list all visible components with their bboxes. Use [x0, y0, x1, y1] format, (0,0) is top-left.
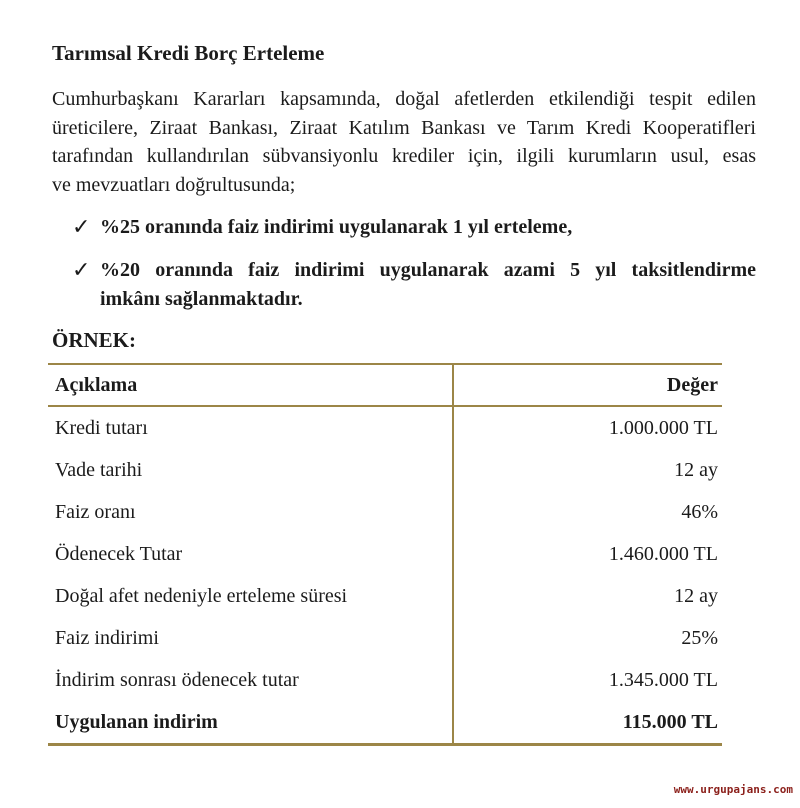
intro-line: tarafından kullandırılan sübvansiyonlu krediler için, ilgili kurumların usul, esas — [52, 145, 756, 168]
table-row — [48, 659, 722, 701]
column-header-aciklama: Açıklama — [48, 364, 453, 406]
table-row — [48, 533, 722, 575]
table-row — [48, 406, 722, 449]
row-value: 12 ay — [453, 449, 722, 491]
bullet-item — [52, 256, 756, 313]
intro-line: üreticilere, Ziraat Bankası, Ziraat Katılım Bankası ve Tarım Kredi Kooperatifleri — [52, 116, 756, 139]
loan-example-table — [48, 363, 722, 746]
row-label: Ödenecek Tutar — [55, 542, 183, 565]
example-heading: ÖRNEK: — [52, 328, 136, 353]
table-row — [48, 575, 722, 617]
table-header-row — [48, 364, 722, 406]
page-title: Tarımsal Kredi Borç Erteleme — [52, 41, 325, 65]
row-label: Vade tarihi — [55, 458, 143, 481]
row-value: 115.000 TL — [453, 701, 722, 745]
row-label: Kredi tutarı — [55, 416, 148, 439]
row-label: Faiz oranı — [55, 500, 136, 523]
row-value: 46% — [453, 491, 722, 533]
table-row — [48, 449, 722, 491]
row-value: 1.345.000 TL — [453, 659, 722, 701]
intro-line: ve mevzuatları doğrultusunda; — [52, 173, 296, 196]
row-value: 1.460.000 TL — [453, 533, 722, 575]
table-row — [48, 491, 722, 533]
row-label: Doğal afet nedeniyle erteleme süresi — [55, 584, 348, 607]
bullet-text: imkânı sağlanmaktadır. — [100, 287, 303, 310]
check-icon: ✓ — [72, 256, 91, 282]
row-value: 1.000.000 TL — [453, 406, 722, 449]
bullet-item — [52, 213, 756, 242]
bullet-text: %25 oranında faiz indirimi uygulanarak 1 yıl erteleme, — [100, 216, 573, 239]
table-row-total — [48, 701, 722, 745]
row-label: Uygulanan indirim — [48, 701, 453, 745]
row-label: İndirim sonrası ödenecek tutar — [55, 668, 299, 691]
watermark-text: www.urgupajans.com — [673, 783, 793, 796]
bullet-list — [52, 213, 756, 313]
table-row — [48, 617, 722, 659]
row-value: 12 ay — [453, 575, 722, 617]
intro-line: Cumhurbaşkanı Kararları kapsamında, doğal afetlerden etkilendiği tespit edilen — [52, 88, 756, 110]
check-icon: ✓ — [72, 214, 91, 240]
bullet-text: %20 oranında faiz indirimi uygulanarak azami 5 yıl taksitlendirme — [100, 258, 756, 281]
row-value: 25% — [453, 617, 722, 659]
row-label: Faiz indirimi — [55, 626, 159, 649]
column-header-deger: Değer — [453, 364, 722, 406]
intro-paragraph — [52, 85, 756, 199]
